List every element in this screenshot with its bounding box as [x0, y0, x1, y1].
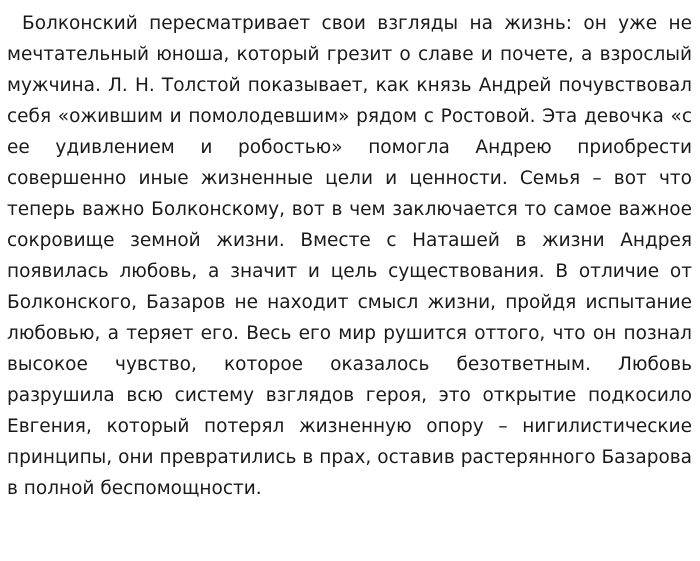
- body-paragraph: Болконский пересматривает свои взгляды на жизнь: он уже не мечтательный юноша, который грезит о славе и почете, а взрослый мужчина. Л. Н. Толстой показывает, как князь Андрей почувствовал себя «ожившим и помолодевшим» рядом с Ростовой. Эта девочка «с ее удивлением и робостью» помогла Андрею приобрести совершенно иные жизненные цели и ценности. Семья – вот что теперь важно Болконскому, вот в чем заключается то самое важное сокровище земной жизни. Вместе с Наташей в жизни Андрея появилась любовь, а значит и цель существования. В отличие от Болконского, Базаров не находит смысл жизни, пройдя испытание любовью, а теряет его. Весь его мир рушится оттого, что он познал высокое чувство, которое оказалось безответным. Любовь разрушила всю систему взглядов героя, это открытие подкосило Евгения, который потерял жизненную опору – нигилистические принципы, они превратились в прах, оставив растерянного Базарова в полной беспомощности.: [7, 13, 692, 499]
